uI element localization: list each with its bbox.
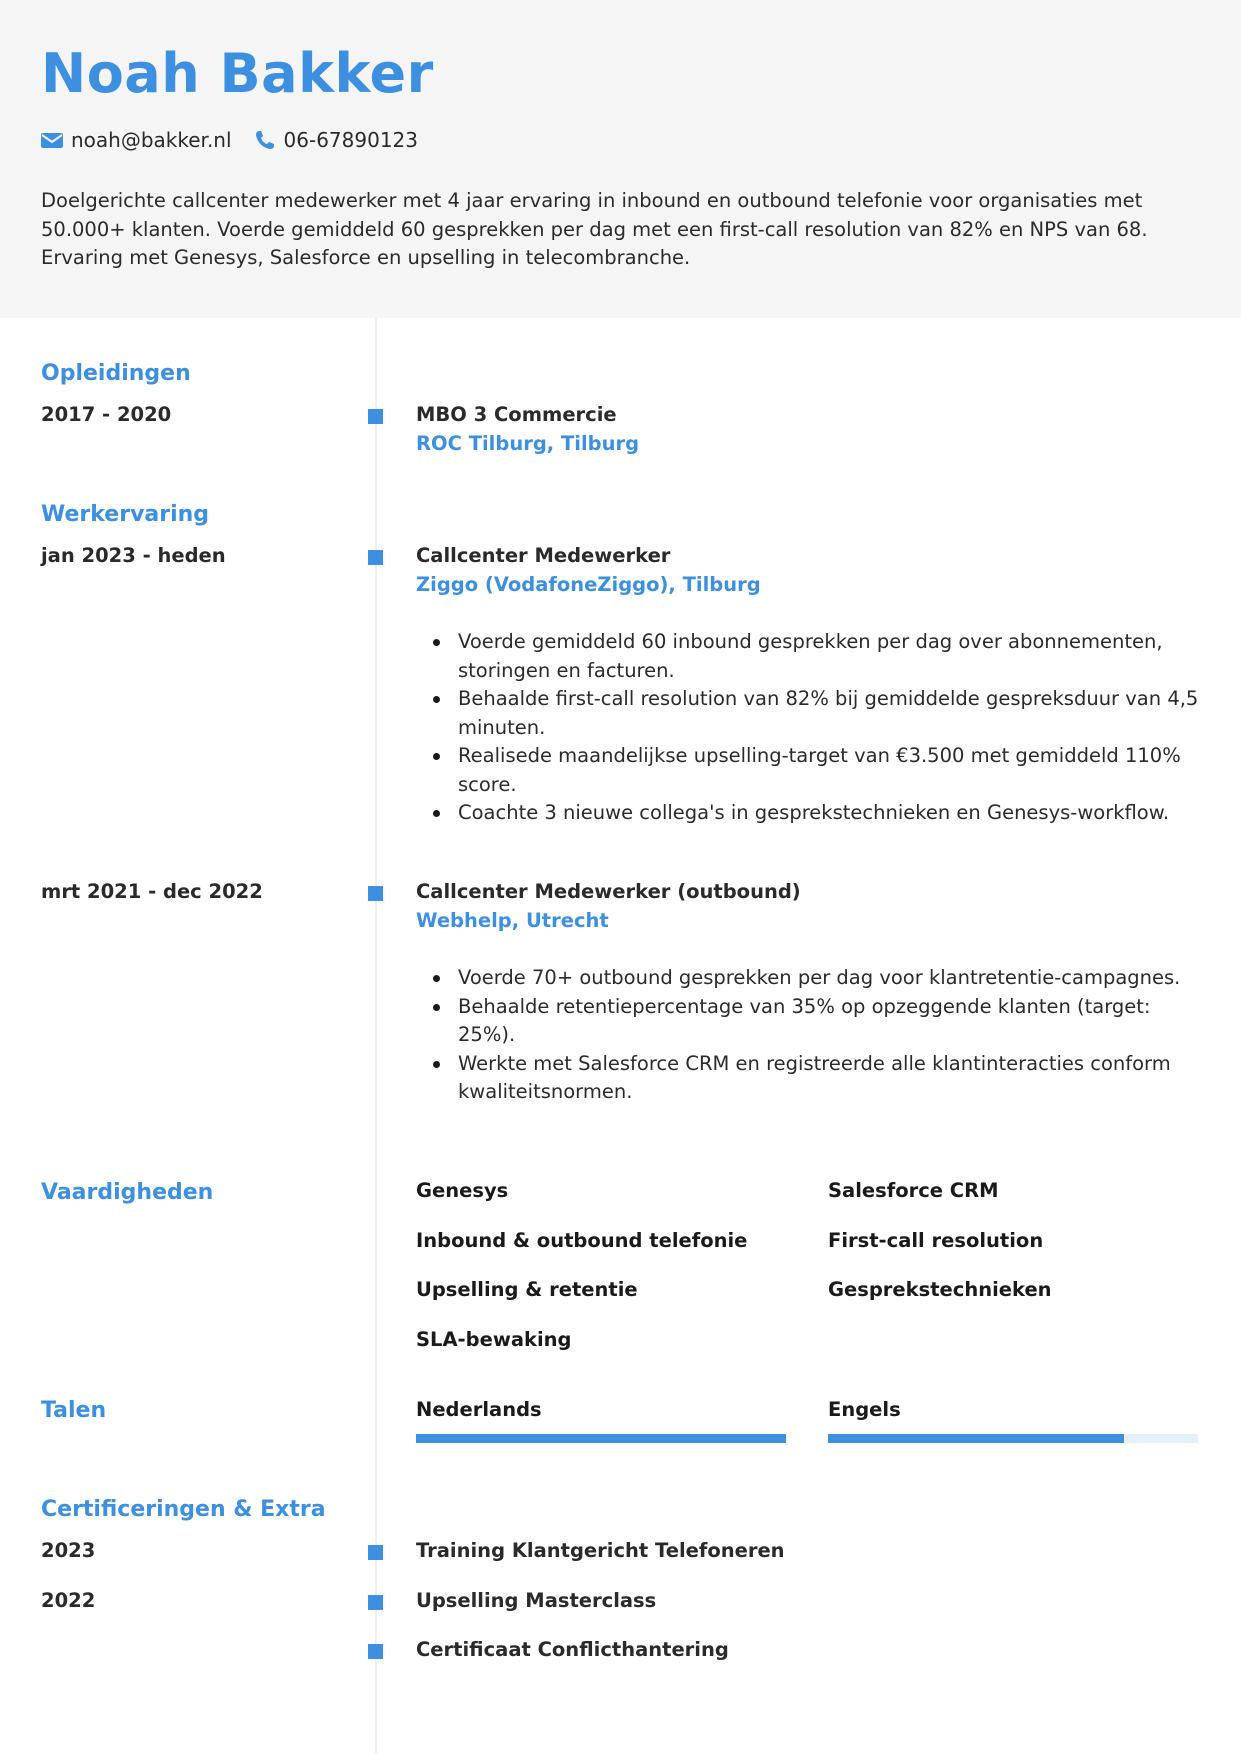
timeline-marker bbox=[368, 1644, 383, 1659]
job-title: Callcenter Medewerker (outbound) bbox=[416, 880, 801, 903]
timeline-marker bbox=[368, 886, 383, 901]
job-bullet: Voerde gemiddeld 60 inbound gesprekken per dag over abonnementen, storingen en facturen. bbox=[416, 628, 1201, 685]
certification-date: 2023 bbox=[41, 1539, 96, 1562]
skill-item: Gesprekstechnieken bbox=[828, 1278, 1052, 1301]
language-level-fill bbox=[416, 1434, 786, 1443]
job-bullet: Behaalde retentiepercentage van 35% op opzeggende klanten (target: 25%). bbox=[416, 993, 1201, 1050]
certification-title: Training Klantgericht Telefoneren bbox=[416, 1539, 785, 1562]
job-bullets bbox=[416, 964, 1201, 1107]
skill-item: First-call resolution bbox=[828, 1229, 1044, 1252]
phone-icon bbox=[254, 129, 276, 151]
language-name: Engels bbox=[828, 1398, 901, 1421]
timeline-marker bbox=[368, 1595, 383, 1610]
skill-item: Salesforce CRM bbox=[828, 1179, 999, 1202]
candidate-name: Noah Bakker bbox=[41, 42, 434, 105]
job-date: jan 2023 - heden bbox=[41, 544, 226, 567]
timeline-marker bbox=[368, 409, 383, 424]
timeline-divider bbox=[375, 318, 377, 1754]
job-date: mrt 2021 - dec 2022 bbox=[41, 880, 263, 903]
language-level-fill bbox=[828, 1434, 1124, 1443]
contact-info bbox=[41, 128, 440, 152]
certification-title: Certificaat Conflicthantering bbox=[416, 1638, 729, 1661]
section-title-skills: Vaardigheden bbox=[41, 1180, 214, 1205]
language-level-bar bbox=[828, 1434, 1198, 1443]
job-bullet: Coachte 3 nieuwe collega's in gesprekstechnieken en Genesys-workflow. bbox=[416, 799, 1201, 828]
job-org: Ziggo (VodafoneZiggo), Tilburg bbox=[416, 573, 761, 596]
phone-contact[interactable] bbox=[254, 128, 418, 152]
education-org: ROC Tilburg, Tilburg bbox=[416, 432, 640, 455]
skill-item: SLA-bewaking bbox=[416, 1328, 572, 1351]
section-title-experience: Werkervaring bbox=[41, 502, 210, 527]
section-title-languages: Talen bbox=[41, 1398, 107, 1423]
phone-text: 06-67890123 bbox=[283, 128, 418, 152]
timeline-marker bbox=[368, 1545, 383, 1560]
email-contact[interactable] bbox=[41, 128, 232, 152]
education-title: MBO 3 Commercie bbox=[416, 403, 617, 426]
language-name: Nederlands bbox=[416, 1398, 542, 1421]
skill-item: Genesys bbox=[416, 1179, 509, 1202]
envelope-icon bbox=[41, 131, 63, 149]
skill-item: Upselling & retentie bbox=[416, 1278, 638, 1301]
job-bullet: Voerde 70+ outbound gesprekken per dag voor klantretentie-campagnes. bbox=[416, 964, 1201, 993]
job-bullet: Werkte met Salesforce CRM en registreerde alle klantinteracties conform kwaliteitsnormen. bbox=[416, 1050, 1201, 1107]
email-text: noah@bakker.nl bbox=[71, 128, 232, 152]
header bbox=[0, 0, 1241, 318]
section-title-education: Opleidingen bbox=[41, 361, 191, 386]
certification-date: 2022 bbox=[41, 1589, 96, 1612]
job-bullet: Behaalde first-call resolution van 82% bij gemiddelde gespreksduur van 4,5 minuten. bbox=[416, 685, 1201, 742]
skill-item: Inbound & outbound telefonie bbox=[416, 1229, 748, 1252]
job-bullets bbox=[416, 628, 1201, 828]
job-title: Callcenter Medewerker bbox=[416, 544, 671, 567]
profile-summary: Doelgerichte callcenter medewerker met 4 jaar ervaring in inbound en outbound telefonie voor organisaties met 50.000+ klanten. Voerde gemiddeld 60 gesprekken per dag met een first-call resolution van 82% en NPS van 68. Ervaring met Genesys, Salesforce en upselling in telecombranche. bbox=[41, 189, 1148, 269]
job-org: Webhelp, Utrecht bbox=[416, 909, 609, 932]
timeline-marker bbox=[368, 550, 383, 565]
job-bullet: Realisede maandelijkse upselling-target van €3.500 met gemiddeld 110% score. bbox=[416, 742, 1201, 799]
language-level-bar bbox=[416, 1434, 786, 1443]
education-date: 2017 - 2020 bbox=[41, 403, 172, 426]
section-title-certifications: Certificeringen & Extra bbox=[41, 1497, 326, 1522]
certification-title: Upselling Masterclass bbox=[416, 1589, 657, 1612]
